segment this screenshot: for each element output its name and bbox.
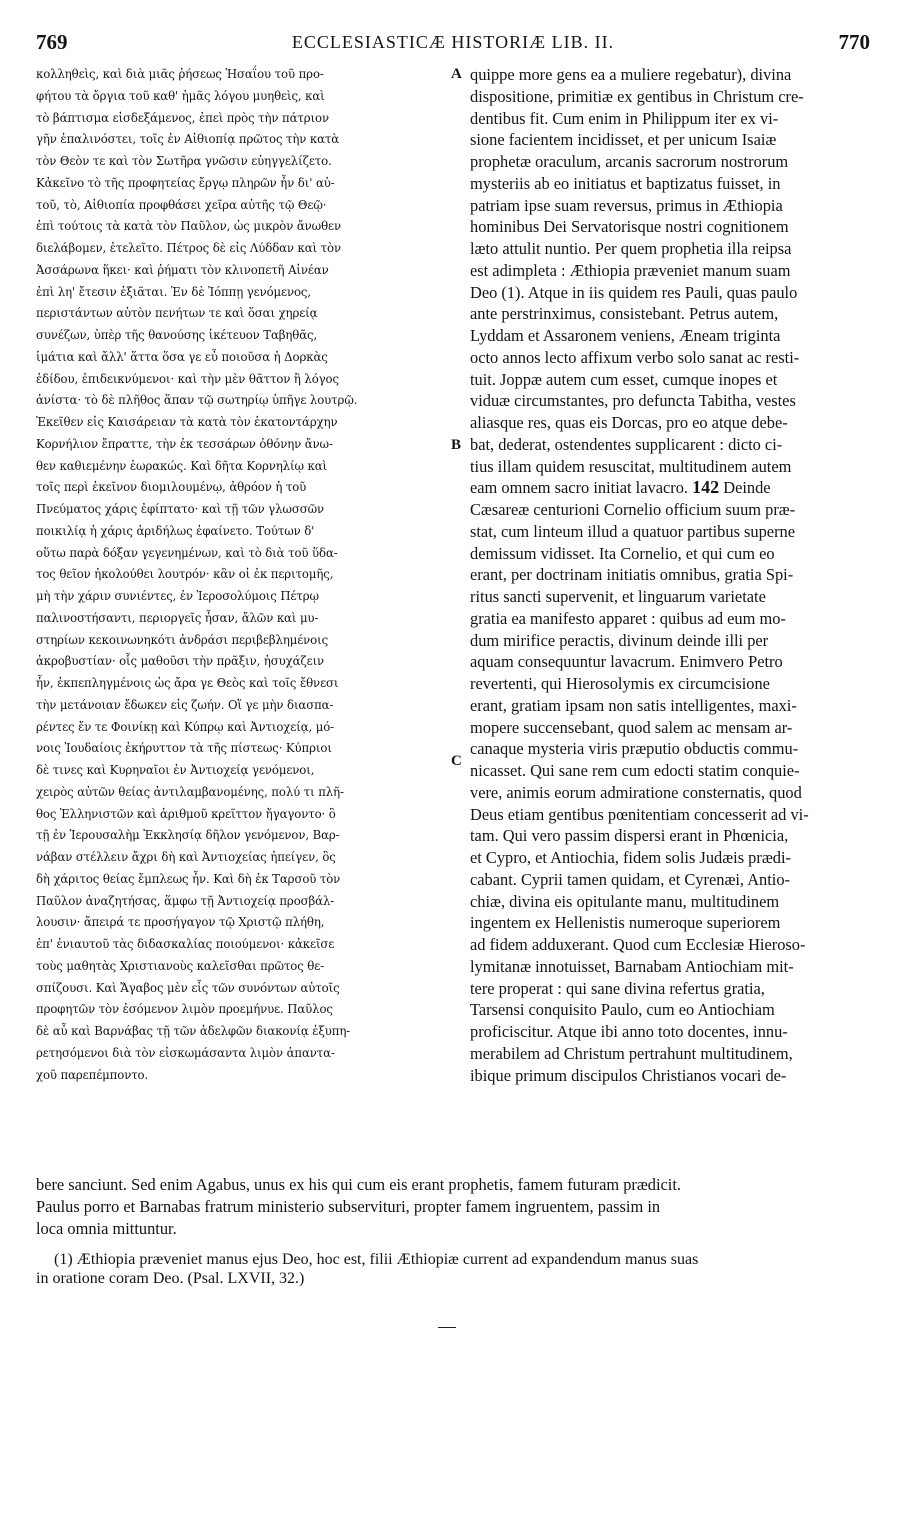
latin-line: viduæ circumstantes, pro defuncta Tabitha, vestes xyxy=(470,391,796,411)
latin-line: patriam ipse suam reversus, primus in Æthiopia xyxy=(470,195,783,215)
greek-line: θος Ἑλληνιστῶν καὶ ἀριθμοῦ κρεῖττον ἤγαγοντο· ὃ xyxy=(36,806,336,821)
latin-line: revertenti, qui Hierosolymis ex circumcisione xyxy=(470,674,770,693)
greek-line: φήτου τὰ ὄργια τοῦ καθ' ἡμᾶς λόγου μυηθεὶς, καὶ xyxy=(36,88,325,103)
latin-line: mopere succensebant, quod salem ac mensam ar- xyxy=(470,717,793,737)
greek-line: δὴ χάριτος θείας ἔμπλεως ἦν. Καὶ δὴ ἐκ Ταρσοῦ τὸν xyxy=(36,871,341,886)
full-width-line: Paulus porro et Barnabas fratrum ministerio subserviturі, propter famem ingruentem, passim in xyxy=(36,1196,661,1216)
latin-line: ritus sancti supervenit, et linguarum varietate xyxy=(470,587,766,606)
latin-line: nicasset. Qui sane rem cum edocti statim conquie- xyxy=(470,761,800,780)
footnote xyxy=(36,1250,870,1288)
greek-line: οὕτω παρὰ δόξαν γεγενημένων, καὶ τὸ διὰ τοῦ ὕδα- xyxy=(36,545,338,560)
greek-line: τὸ βάπτισμα εἰσδεξάμενος, ἐπεὶ πρὸς τὴν πάτριον xyxy=(36,110,329,125)
running-header xyxy=(36,30,870,56)
section-number: 142 xyxy=(692,477,720,498)
latin-line: Lyddam et Assaronem veniens, Æneam triginta xyxy=(470,326,781,345)
greek-line: τὴν μετάνοιαν ἔδωκεν εἰς ζωήν. Οἵ γε μὴν διασπα- xyxy=(36,697,334,712)
latin-line: tius illam quidem resuscitat, multitudinem autem xyxy=(470,456,792,476)
margin-letter-a: A xyxy=(451,66,462,82)
greek-line: σπίζουσι. Καὶ Ἄγαβος μὲν εἷς τῶν συνόντων αὐτοῖς xyxy=(36,980,340,995)
greek-line: Παῦλον ἀναζητήσας, ἅμφω τῇ Ἀντιοχείᾳ προσβάλ- xyxy=(36,893,335,908)
latin-line: lymitanæ innotuisset, Barnabam Antiochiam mit- xyxy=(470,956,794,976)
latin-line: ibique primum discipulos Christianos vocari de- xyxy=(470,1065,787,1085)
greek-line: κολληθεὶς, καὶ διὰ μιᾶς ῥήσεως Ἡσαΐου τοῦ προ- xyxy=(36,67,324,81)
footnote-line-1: (1) Æthiopia præveniet manus ejus Deo, hoc est, filii Æthiopiæ current ad expandendum manus suas xyxy=(54,1251,699,1268)
latin-line: ingentem ex Hellenistis numeroque superiorem xyxy=(470,913,781,933)
greek-line: μὴ τὴν χάριν συνιέντες, ἐν Ἱεροσολύμοις Πέτρῳ xyxy=(36,589,319,603)
latin-line: chiæ, divina eis opitulante manu, multitudinem xyxy=(470,891,780,911)
greek-line: Κἀκεῖνο τὸ τῆς προφητείας ἔργῳ πληρῶν ἦν δι' αὐ- xyxy=(36,175,335,190)
greek-line: τὸν Θεὸν τε καὶ τὸν Σωτῆρα γνῶσιν εὐηγγελίζετο. xyxy=(36,154,332,168)
greek-line: ἀνίστα· τὸ δὲ πλῆθος ἅπαν τῷ σωτηρίῳ ὑπῆγε λουτρῷ. xyxy=(36,393,358,408)
greek-line: ρετησόμενοι διὰ τὸν εἰσκωμάσαντα λιμὸν ἁπαντα- xyxy=(36,1045,335,1060)
greek-line: τῇ ἐν Ἱερουσαλὴμ Ἐκκλησίᾳ δῆλον γενόμενον, Βαρ- xyxy=(36,828,340,843)
latin-line: merabilem ad Christum pertrahunt multitudinem, xyxy=(470,1043,793,1063)
greek-line: ἱμάτια καὶ ἄλλ' ἅττα ὅσα γε εὖ ποιοῦσα ἡ Δορκὰς xyxy=(36,349,328,364)
greek-line: Κορνήλιον ἔπραττε, τὴν ἐκ τεσσάρων ὀθόνην ἄνω- xyxy=(36,436,333,451)
greek-line: δὲ τινες καὶ Κυρηναῖοι ἐν Ἀντιοχείᾳ γενόμενοι, xyxy=(36,763,315,777)
latin-line: dispositione, primitiæ ex gentibus in Christum cre- xyxy=(470,86,804,106)
greek-line: Ἀσσάρωνα ἥκει· καὶ ῥήματι τὸν κλινοπετῆ Αἰνέαν xyxy=(36,262,329,277)
greek-line: ἀκροβυστίαν· οἷς μαθοῦσι τὴν πρᾶξιν, ἡσυχάζειν xyxy=(36,654,325,669)
greek-line: τος θεῖον ἠκολούθει λουτρόν· κἂν οἱ ἐκ περιτομῆς, xyxy=(36,567,334,582)
latin-line: læto attulit nuntio. Per quem prophetia illa reipsa xyxy=(470,239,792,258)
latin-line: demissum vidisset. Ita Cornelio, et qui cum eo xyxy=(470,543,775,563)
greek-line: νοις Ἰουδαίοις ἐκήρυττον τὰ τῆς πίστεως· Κύπριοι xyxy=(36,741,332,756)
latin-line: gratia ea manifesto apparet : quibus ad eum mo- xyxy=(470,608,786,628)
margin-letter-c: C xyxy=(451,753,462,769)
latin-line-text: eam omnem sacro initiat lavacro. xyxy=(470,478,689,498)
greek-line: λουσιν· ἄπειρά τε προσήγαγον τῷ Χριστῷ πλήθη, xyxy=(36,915,325,930)
latin-line: ad fidem adduxerant. Quod cum Ecclesiæ Hieroso- xyxy=(470,935,806,954)
latin-line: cabant. Cyprii tamen quidam, et Cyrenæi, Antio- xyxy=(470,869,791,889)
greek-line: ποικιλίᾳ ἡ χάρις ἀριδήλως ἐφαίνετο. Τούτων δ' xyxy=(36,523,315,538)
latin-line: bat, dederat, ostendentes supplicarent : dicto ci- xyxy=(470,434,783,454)
latin-line: est adimpleta : Æthiopia præveniet manum suam xyxy=(470,260,791,280)
latin-line: Tarsensi conquisito Paulo, cum eo Antiochiam xyxy=(470,1000,775,1020)
latin-line: octo annos lecto affixum verbo solo sanat ac resti- xyxy=(470,347,800,367)
latin-line: erant, per doctrinam initiatis omnibus, gratia Spi- xyxy=(470,565,794,585)
latin-line: quippe more gens ea a muliere regebatur), divina xyxy=(470,65,792,84)
latin-line: hominibus Dei Servatorisque nostri cognitionem xyxy=(470,217,789,237)
greek-line: τοὺς μαθητὰς Χριστιανοὺς καλεῖσθαι πρῶτος θε- xyxy=(36,958,325,973)
greek-line: θεν καθιεμένην ἑωρακώς. Καὶ δῆτα Κορνηλίῳ καὶ xyxy=(36,458,328,473)
greek-line: συνέζων, ὑπὲρ τῆς θανούσης ἱκέτευον Ταβηθᾶς, xyxy=(36,328,318,342)
latin-line: erant, gratiam ipsam non satis intelligentes, maxi- xyxy=(470,695,797,715)
latin-line: dum mirifice peractis, divinum deinde illi per xyxy=(470,630,769,650)
greek-line: ἐπὶ λη' ἔτεσιν ἐξιᾶται. Ἐν δὲ Ἰόππῃ γενόμενος, xyxy=(36,284,311,299)
latin-line: prophetæ oraculum, arcanis sacrorum nostrorum xyxy=(470,152,789,171)
greek-line: περιστάντων αὐτὸν πενήτων τε καὶ ὅσαι χηρείᾳ xyxy=(36,306,318,321)
greek-line: δὲ αὖ καὶ Βαρνάβας τῇ τῶν ἀδελφῶν διακονίᾳ ἐξυπη- xyxy=(36,1024,351,1038)
greek-line: ἦν, ἐκπεπληγμένοις ὡς ἄρα γε Θεὸς καὶ τοῖς ἔθνεσι xyxy=(36,676,339,690)
greek-line: χειρὸς αὐτῶν θείας ἀντιλαμβανομένης, πολύ τι πλῆ- xyxy=(36,784,344,799)
latin-line: sione facientem incidisset, et per unicum Isaiæ xyxy=(470,130,777,150)
latin-line: canaque mysteria viris præputio obductis commu- xyxy=(470,739,799,759)
greek-line: τοῖς περὶ ἐκεῖνον διομιλουμένῳ, ἀθρόον ἡ τοῦ xyxy=(36,480,307,495)
greek-line: τοῦ, τὸ, Αἰθιοπία προφθάσει χεῖρα αὐτῆς τῷ Θεῷ· xyxy=(36,197,327,212)
greek-line: ρέντες ἔν τε Φοινίκῃ καὶ Κύπρῳ καὶ Ἀντιοχείᾳ, μό- xyxy=(36,719,335,734)
latin-line: dentibus fit. Cum enim in Philippum iter ex vi- xyxy=(470,108,779,128)
latin-line: tam. Qui vero passim dispersi erant in Phœnicia, xyxy=(470,826,789,846)
latin-line: mysteriis ab eo initiatus et baptizatus fuisset, in xyxy=(470,173,781,193)
latin-line: proficiscitur. Atque ibi anno toto docentes, innu- xyxy=(470,1022,788,1041)
greek-line: Πνεύματος χάρις ἐφίπτατο· καὶ τῇ τῶν γλωσσῶν xyxy=(36,502,325,516)
greek-line: ἐπ' ἐνιαυτοῦ τὰς διδασκαλίας ποιούμενοι· κἀκεῖσε xyxy=(36,937,335,951)
latin-line: aliasque res, quas eis Dorcas, pro eo atque debe- xyxy=(470,413,788,432)
greek-line: Ἐκεῖθεν εἰς Καισάρειαν τὰ κατὰ τὸν ἑκατοντάρχην xyxy=(36,415,338,429)
greek-line: γῆν ἐπαλινόστει, τοῖς ἐν Αἰθιοπίᾳ πρῶτος τὴν κατὰ xyxy=(36,132,340,147)
full-width-line: loca omnia mittuntur. xyxy=(36,1218,177,1238)
greek-column xyxy=(36,64,448,1086)
latin-line: tere properat : qui sane divina refertus gratia, xyxy=(470,978,765,998)
latin-line: vere, animis eorum admiratione consternatis, quod xyxy=(470,782,802,802)
closing-rule xyxy=(438,1327,456,1328)
greek-line: παλινοστήσαντι, περιοργεῖς ἦσαν, ἄλῶν καὶ μυ- xyxy=(36,610,319,625)
greek-line: ἐδίδου, ἐπιδεικνύμενοι· καὶ τὴν μὲν θᾶττον ἢ λόγος xyxy=(36,371,339,386)
latin-line: stat, cum linteum illud a quatuor partibus superne xyxy=(470,521,796,541)
latin-line: et Cypro, et Antiochia, fidem solis Judæis prædi- xyxy=(470,848,791,867)
greek-line: νάβαν στέλλειν ἄχρι δὴ καὶ Ἀντιοχείας ἠπείγεν, ὃς xyxy=(36,850,336,864)
footnote-line-2: in oratione coram Deo. (Psal. LXVII, 32.) xyxy=(36,1270,305,1287)
section-continuation: Deinde xyxy=(723,478,771,498)
full-width-paragraph xyxy=(36,1174,870,1239)
greek-line: προφητῶν τὸν ἐσόμενον λιμὸν προεμήνυε. Παῦλος xyxy=(36,1002,333,1017)
full-width-line: bere sanciunt. Sed enim Agabus, unus ex his qui cum eis erant prophetis, famem futuram prædicit. xyxy=(36,1175,682,1194)
page-number-left: 769 xyxy=(36,30,68,54)
latin-column xyxy=(470,64,870,1086)
greek-line: στηρίων κεκοινωνηκότι ἀνδράσι περιβεβλημένοις xyxy=(36,632,329,647)
latin-line xyxy=(470,477,870,499)
latin-line: ante perstrinximus, consistebant. Petrus autem, xyxy=(470,304,779,324)
greek-line: χοῦ παρεπέμποντο. xyxy=(36,1067,149,1082)
greek-line: ἐπὶ τούτοις τὰ κατὰ τὸν Παῦλον, ὡς μικρὸν ἄνωθεν xyxy=(36,219,341,234)
latin-line: Cæsareæ centurioni Cornelio officium suum præ- xyxy=(470,500,796,519)
page-number-right: 770 xyxy=(838,30,870,54)
latin-line: Deus etiam gentibus pœnitentiam concesserit ad vi- xyxy=(470,804,809,824)
latin-line: Deo (1). Atque in iis quidem res Pauli, quas paulo xyxy=(470,282,798,302)
latin-line: tuit. Joppæ autem cum esset, cumque inopes et xyxy=(470,369,778,389)
greek-line: διελάβομεν, ἐτελεῖτο. Πέτρος δὲ εἰς Λύδδαν καὶ τὸν xyxy=(36,241,341,255)
latin-line: aquam consequuntur lavacrum. Enimvero Petro xyxy=(470,652,783,672)
margin-letter-b: B xyxy=(451,437,462,453)
running-title: ECCLESIASTICÆ HISTORIÆ LIB. II. xyxy=(291,32,615,52)
